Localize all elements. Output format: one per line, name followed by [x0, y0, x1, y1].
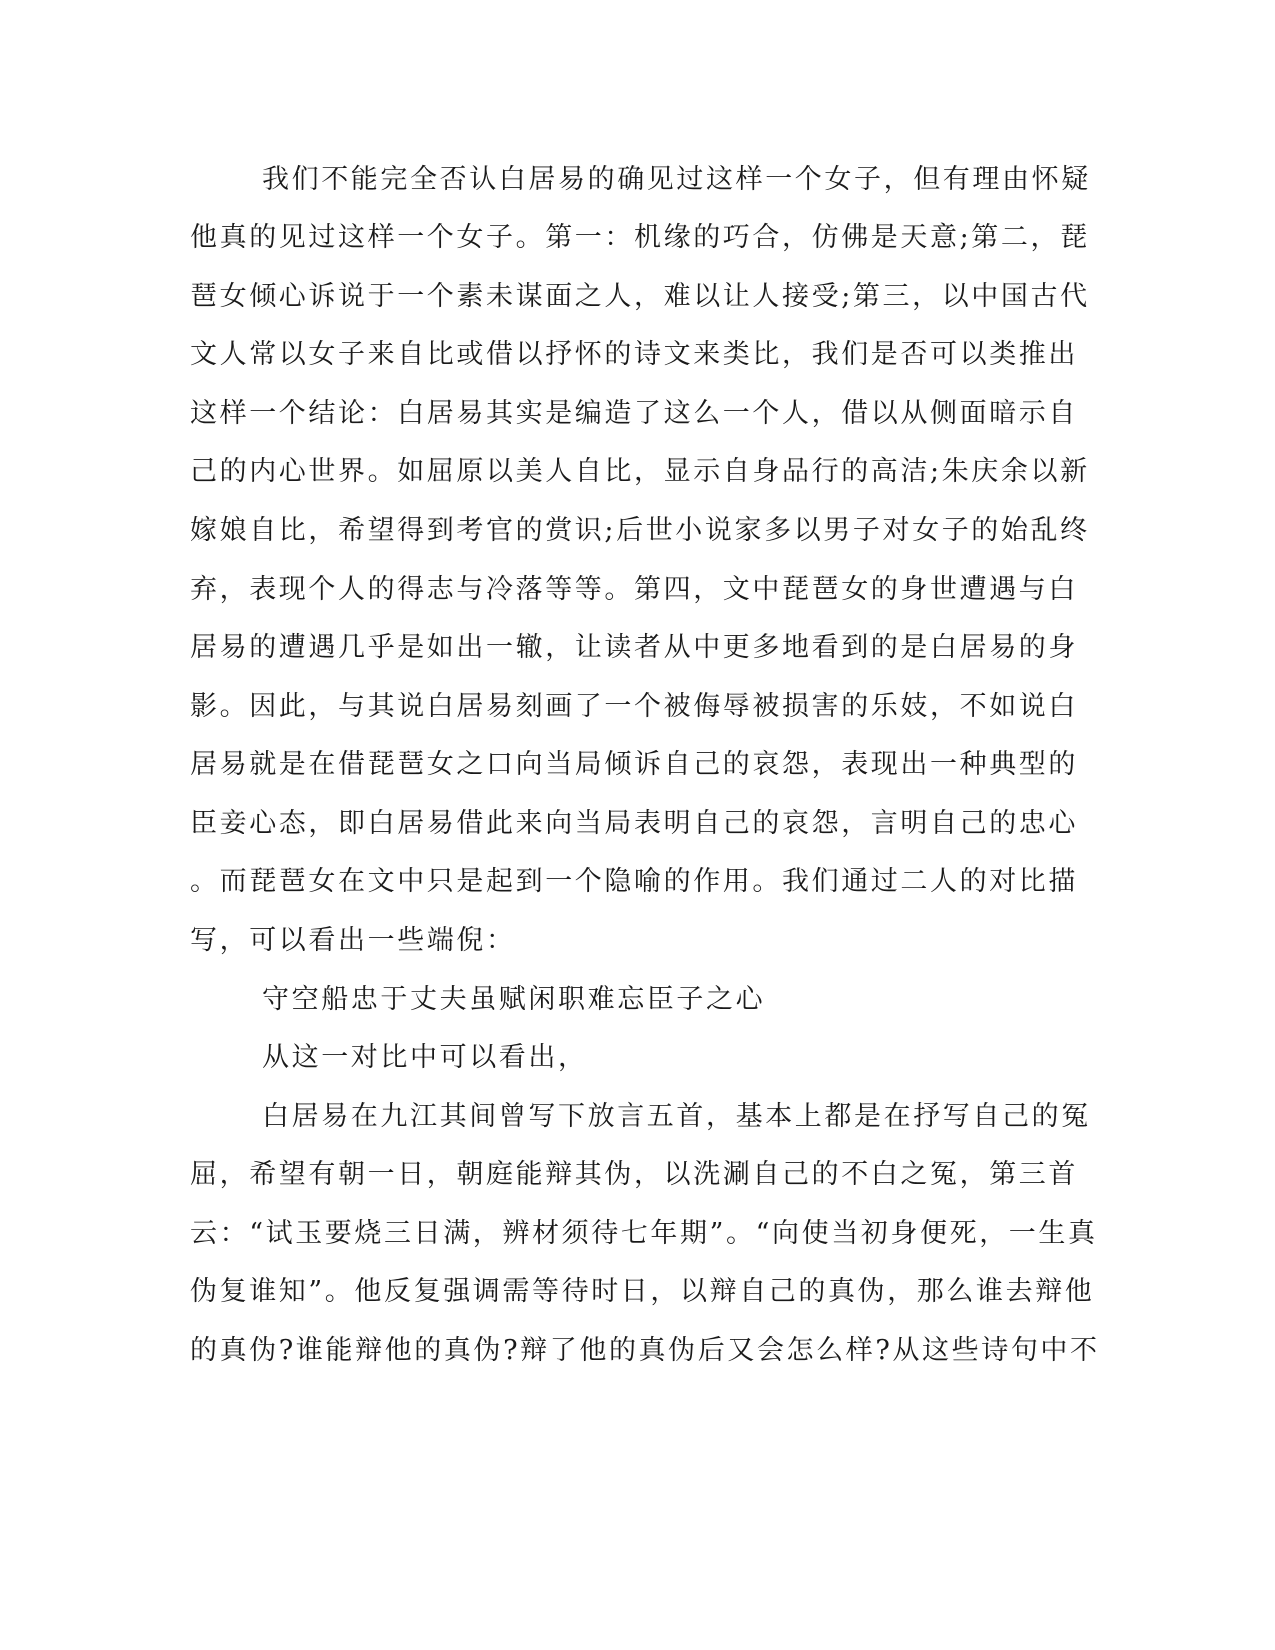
paragraph-line: 琶女倾心诉说于一个素未谋面之人，难以让人接受;第三，以中国古代: [190, 281, 1090, 312]
paragraph-line: 居易的遭遇几乎是如出一辙，让读者从中更多地看到的是白居易的身: [190, 632, 1078, 663]
paragraph-line: 我们不能完全否认白居易的确见过这样一个女子，但有理由怀疑: [262, 164, 1091, 195]
paragraph-line: 写，可以看出一些端倪：: [190, 925, 516, 956]
paragraph-line: 嫁娘自比，希望得到考官的赏识;后世小说家多以男子对女子的始乱终: [190, 515, 1090, 546]
paragraph-line: 白居易在九江其间曾写下放言五首，基本上都是在抒写自己的冤: [262, 1101, 1091, 1132]
paragraph-line: 居易就是在借琵琶女之口向当局倾诉自己的哀怨，表现出一种典型的: [190, 749, 1078, 780]
paragraph-line: 臣妾心态，即白居易借此来向当局表明自己的哀怨，言明自己的忠心: [190, 808, 1078, 839]
paragraph-line: 云：“试玉要烧三日满，辨材须待七年期”。“向使当初身便死，一生真: [190, 1218, 1098, 1249]
paragraph-line: 文人常以女子来自比或借以抒怀的诗文来类比，我们是否可以类推出: [190, 339, 1078, 370]
paragraph-line: 伪复谁知”。他反复强调需等待时日，以辩自己的真伪，那么谁去辩他: [190, 1276, 1095, 1307]
paragraph-line: 己的内心世界。如屈原以美人自比，显示自身品行的高洁;朱庆余以新: [190, 456, 1090, 487]
paragraph-line: 他真的见过这样一个女子。第一：机缘的巧合，仿佛是天意;第二，琵: [190, 222, 1090, 253]
paragraph-line: 这样一个结论：白居易其实是编造了这么一个人，借以从侧面暗示自: [190, 398, 1078, 429]
paragraph-line: 守空船忠于丈夫虽赋闲职难忘臣子之心: [262, 984, 766, 1015]
paragraph-line: 从这一对比中可以看出，: [262, 1042, 588, 1073]
paragraph-line: 屈，希望有朝一日，朝庭能辩其伪，以洗涮自己的不白之冤，第三首: [190, 1159, 1078, 1190]
paragraph-line: 。而琵琶女在文中只是起到一个隐喻的作用。我们通过二人的对比描: [190, 866, 1078, 897]
paragraph-line: 的真伪?谁能辩他的真伪?辩了他的真伪后又会怎么样?从这些诗句中不: [190, 1335, 1100, 1366]
paragraph-line: 影。因此，与其说白居易刻画了一个被侮辱被损害的乐妓，不如说白: [190, 691, 1078, 722]
paragraph-line: 弃，表现个人的得志与冷落等等。第四，文中琵琶女的身世遭遇与白: [190, 574, 1078, 605]
